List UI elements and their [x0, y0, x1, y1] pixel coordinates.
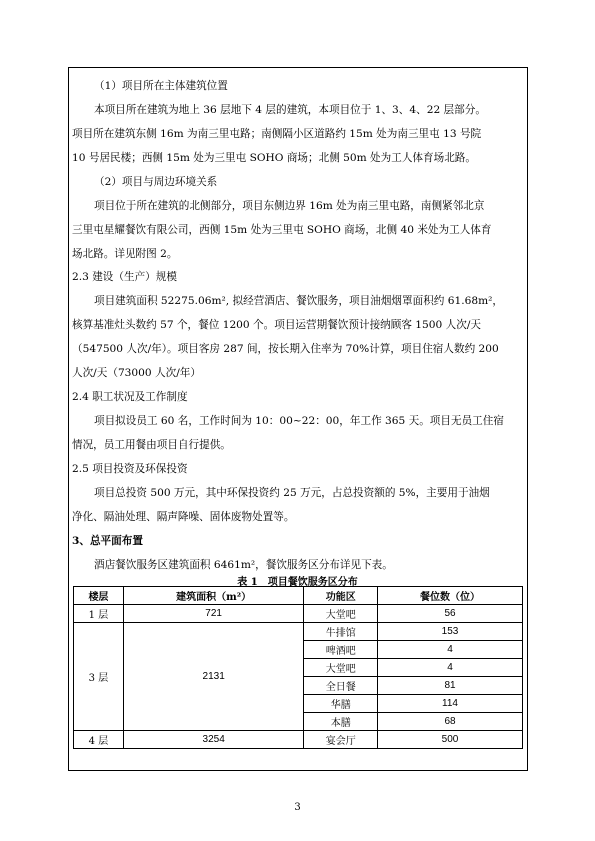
heading-main-building-location: （1）项目所在主体建筑位置	[94, 80, 228, 92]
table-caption: 表 1 项目餐饮服务区分布	[237, 577, 358, 588]
cell-area: 721	[123, 605, 304, 623]
cell-function: 啤酒吧	[304, 641, 378, 659]
cell-function: 全日餐	[304, 677, 378, 695]
paragraph-line: 项目建筑面积 52275.06m², 拟经营酒店、餐饮服务，项目油烟烟罩面积约 61.68m²，	[94, 295, 503, 307]
paragraph-line: 人次/天（73000 人次/年）	[72, 367, 201, 379]
paragraph-line: 场北路。详见附图 2。	[72, 248, 178, 260]
section-heading-scale: 2.3 建设（生产）规模	[72, 271, 177, 283]
dining-area-table	[73, 586, 523, 749]
cell-floor: 3 层	[74, 623, 124, 731]
cell-floor: 4 层	[74, 731, 124, 749]
cell-floor: 1 层	[74, 605, 124, 623]
cell-seats: 81	[378, 677, 523, 695]
paragraph-line: （547500 人次/年）。项目客房 287 间，按长期入住率为 70%计算，项目住宿人数约 200	[72, 343, 499, 355]
cell-function: 本膳	[304, 713, 378, 731]
paragraph-line: 三里屯星耀餐饮有限公司，西侧 15m 处为三里屯 SOHO 商场，北侧 40 米处为工人体育	[72, 224, 492, 236]
cell-function: 宴会厅	[304, 731, 378, 749]
paragraph-line: 项目总投资 500 万元，其中环保投资约 25 万元，占总投资额的 5%，主要用于油烟	[94, 487, 490, 499]
cell-seats: 500	[378, 731, 523, 749]
cell-function: 牛排馆	[304, 623, 378, 641]
section-heading-staff: 2.4 职工状况及工作制度	[72, 391, 188, 403]
heading-surroundings: （2）项目与周边环境关系	[94, 176, 218, 188]
paragraph-line: 情况，员工用餐由项目自行提供。	[72, 439, 231, 451]
cell-seats: 4	[378, 641, 523, 659]
table-row	[74, 623, 523, 641]
table-row	[74, 605, 523, 623]
paragraph-line: 项目位于所在建筑的北侧部分，项目东侧边界 16m 处为南三里屯路，南侧紧邻北京	[94, 200, 485, 212]
cell-seats: 153	[378, 623, 523, 641]
paragraph-line: 核算基准灶头数约 57 个，餐位 1200 个。项目运营期餐饮预计接纳顾客 1500 人次/天	[72, 319, 481, 331]
paragraph-line: 酒店餐饮服务区建筑面积 6461m²，餐饮服务区分布详见下表。	[94, 559, 393, 571]
cell-function: 华膳	[304, 695, 378, 713]
header-function: 功能区	[304, 587, 378, 605]
cell-area: 3254	[123, 731, 304, 749]
paragraph-line: 10 号居民楼；西侧 15m 处为三里屯 SOHO 商场；北侧 50m 处为工人体育场北路。	[72, 152, 476, 164]
cell-seats: 56	[378, 605, 523, 623]
section-heading-layout: 3、总平面布置	[72, 535, 143, 547]
header-floor: 楼层	[74, 587, 124, 605]
header-area: 建筑面积（m²）	[123, 587, 304, 605]
table-header-row	[74, 587, 523, 605]
paragraph-line: 项目所在建筑东侧 16m 为南三里屯路；南侧隔小区道路约 15m 处为南三里屯 13 号院	[72, 128, 482, 140]
cell-seats: 114	[378, 695, 523, 713]
cell-seats: 68	[378, 713, 523, 731]
cell-function: 大堂吧	[304, 605, 378, 623]
paragraph-line: 本项目所在建筑为地上 36 层地下 4 层的建筑，本项目位于 1、3、4、22 层部分。	[94, 104, 486, 116]
page-number: 3	[294, 802, 301, 813]
cell-seats: 4	[378, 659, 523, 677]
paragraph-line: 项目拟设员工 60 名，工作时间为 10：00~22：00，年工作 365 天。项目无员工住宿	[94, 415, 504, 427]
paragraph-line: 净化、隔油处理、隔声降噪、固体废物处置等。	[72, 511, 295, 523]
cell-area: 2131	[123, 623, 304, 731]
table-row	[74, 731, 523, 749]
cell-function: 大堂吧	[304, 659, 378, 677]
section-heading-investment: 2.5 项目投资及环保投资	[72, 463, 188, 475]
header-seats: 餐位数（位）	[378, 587, 523, 605]
